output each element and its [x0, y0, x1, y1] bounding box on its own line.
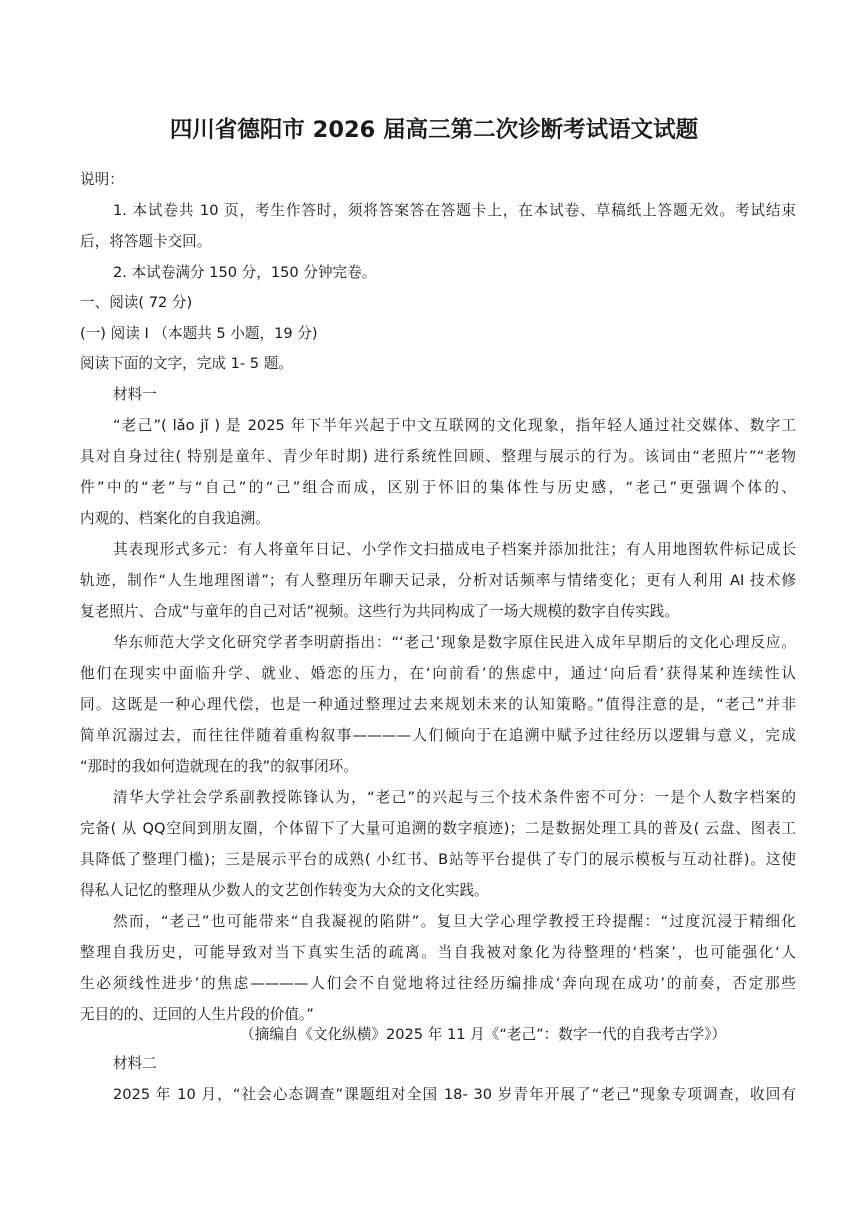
text-line: 具降低了整理门槛)；三是展示平台的成熟( 小红书、B站等平台提供了专门的展示模板与互动社群)。这使	[80, 851, 796, 868]
text-line: 华东师范大学文化研究学者李明蔚指出：“‘老己’现象是数字原住民进入成年早期后的文化心理反应。	[113, 634, 796, 651]
text-line: 清华大学社会学系副教授陈锋认为，“老己”的兴起与三个技术条件密不可分：一是个人数字档案的	[113, 789, 796, 806]
text-line: 2025 年 10 月，“社会心态调查”课题组对全国 18- 30 岁青年开展了“老己”现象专项调查，收回有	[113, 1086, 796, 1103]
text-line: 具对自身过往( 特别是童年、青少年时期) 进行系统性回顾、整理与展示的行为。该词由“老照片”“老物	[80, 448, 796, 465]
text-line: 件”中的“老”与“自己”的“己”组合而成，区别于怀旧的集体性与历史感，“老己”更强调个体的、	[80, 479, 796, 496]
text-line: 轨迹，制作“人生地理图谱”；有人整理历年聊天记录，分析对话频率与情绪变化；更有人利用 AI 技术修	[80, 572, 796, 589]
text-line: 生必须线性进步’的焦虑————人们会不自觉地将过往经历编排成‘奔向现在成功’的前奏，否定那些	[80, 975, 796, 992]
text-line: “那时的我如何造就现在的我”的叙事闭环。	[80, 758, 358, 775]
text-line: 1. 本试卷共 10 页，考生作答时，须将答案答在答题卡上，在本试卷、草稿纸上答题无效。考试结束	[113, 202, 796, 219]
subsection-heading: (一) 阅读 I （本题共 5 小题，19 分)	[80, 325, 318, 342]
section-heading: 一、阅读( 72 分)	[80, 294, 193, 311]
text-line: 得私人记忆的整理从少数人的文艺创作转变为大众的文化实践。	[80, 882, 489, 899]
text-line: 无目的的、迂回的人生片段的价值。”	[80, 1006, 314, 1023]
source-citation: （摘编自《文化纵横》2025 年 11 月《“老己”：数字一代的自我考古学》）	[240, 1026, 727, 1043]
material-heading: 材料一	[113, 386, 157, 403]
text-line: 然而，“老己”也可能带来“自我凝视的陷阱”。复旦大学心理学教授王玲提醒：“过度沉浸于精细化	[113, 913, 796, 930]
instruction-line: 阅读下面的文字，完成 1- 5 题。	[80, 355, 293, 372]
material-heading: 材料二	[113, 1055, 157, 1072]
document-title: 四川省德阳市 2026 届高三第二次诊断考试语文试题	[169, 117, 699, 143]
text-line: 他们在现实中面临升学、就业、婚恋的压力，在‘向前看’的焦虑中，通过‘向后看’获得某种连续性认	[80, 665, 796, 682]
text-line: 复老照片、合成“与童年的自己对话”视频。这些行为共同构成了一场大规模的数字自传实践。	[80, 603, 679, 620]
text-line: 说明：	[80, 171, 124, 188]
text-line: 内观的、档案化的自我追溯。	[80, 510, 270, 527]
text-line: 同。这既是一种心理代偿，也是一种通过整理过去来规划未来的认知策略。”值得注意的是，“老己”并非	[80, 696, 796, 713]
text-line: 简单沉溺过去，而往往伴随着重构叙事————人们倾向于在追溯中赋予过往经历以逻辑与意义，完成	[80, 727, 796, 744]
text-line: 2. 本试卷满分 150 分，150 分钟完卷。	[113, 264, 377, 281]
text-line: 后，将答题卡交回。	[80, 233, 212, 250]
text-line: 整理自我历史，可能导致对当下真实生活的疏离。当自我被对象化为待整理的‘档案’，也可能强化‘人	[80, 944, 796, 961]
text-line: “老己”( lǎo jǐ ) 是 2025 年下半年兴起于中文互联网的文化现象，指年轻人通过社交媒体、数字工	[113, 417, 796, 434]
text-line: 完备( 从 QQ空间到朋友圈，个体留下了大量可追溯的数字痕迹)；二是数据处理工具的普及( 云盘、图表工	[80, 820, 796, 837]
text-line: 其表现形式多元：有人将童年日记、小学作文扫描成电子档案并添加批注；有人用地图软件标记成长	[113, 541, 796, 558]
